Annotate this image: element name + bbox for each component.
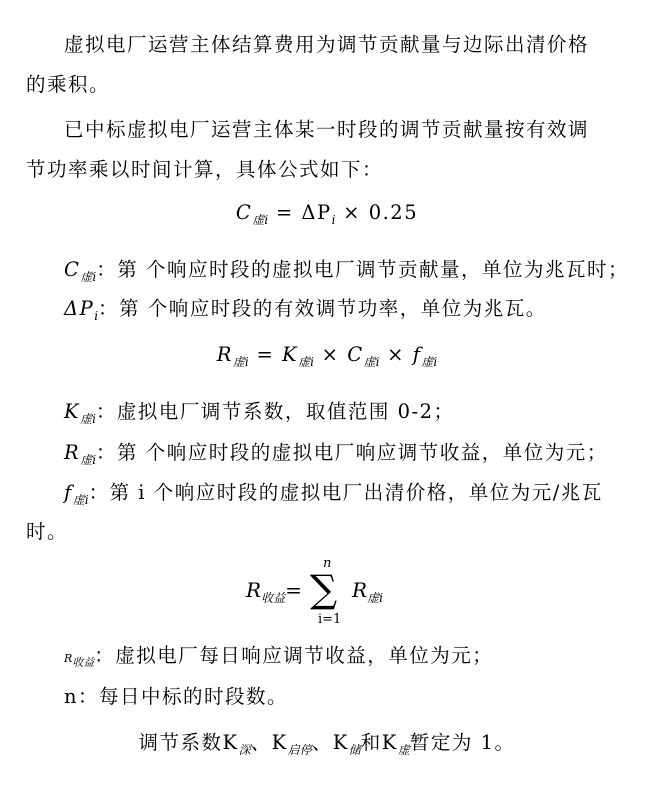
formula2-k: K (282, 343, 299, 366)
note-part-2: 、K (250, 731, 288, 754)
paragraph-1-line-2: 的乘积。 (26, 73, 111, 96)
formula2-times-2: × (379, 343, 413, 366)
formula2-f: f (412, 343, 422, 366)
note-sub-2: 启停 (287, 743, 312, 757)
note-part-1: 调节系数K (138, 731, 239, 754)
formula3-sigma: ∑ (310, 567, 338, 611)
def-dp-symbol-sub: i (94, 309, 99, 323)
formula3-lhs-group (246, 578, 302, 606)
formula2-c-sub: 虚i (363, 355, 380, 369)
note-sub-4: 虚 (397, 743, 410, 757)
formula1-rhs-sub: i (331, 213, 336, 227)
formula-revenue (0, 342, 654, 375)
paragraph-1-line-1: 虚拟电厂运营主体结算费用为调节贡献量与边际出清价格 (64, 33, 590, 56)
formula3-lhs: R (246, 578, 262, 602)
def-rsum-symbol-sub: 收益 (72, 656, 95, 669)
formula-total-revenue (0, 556, 654, 632)
note-sub-3: 储 (348, 743, 361, 757)
def-c-symbol-sub: 虚i (80, 270, 97, 284)
definition-k (64, 399, 628, 432)
def-rsum-symbol: R (64, 652, 73, 665)
def-dp-text: ：第 个响应时段的有效调节功率，单位为兆瓦。 (98, 297, 547, 320)
formula3-eq: = (285, 578, 302, 602)
formula3-lower-limit: i=1 (318, 612, 342, 627)
formula2-c: C (347, 343, 364, 366)
formula3-term-group (352, 578, 383, 606)
def-f-symbol-sub: 虚i (72, 493, 89, 507)
formula2-k-sub: 虚i (298, 355, 314, 369)
def-r-symbol-sub: 虚i (80, 453, 97, 467)
definition-n: n：每日中标的时段数。 (64, 685, 289, 708)
def-r-text: ：第 个响应时段的虚拟电厂响应调节收益，单位为元； (96, 441, 608, 464)
definition-r-total (64, 643, 628, 676)
definition-r (64, 440, 628, 473)
note-sub-1: 深 (238, 743, 251, 757)
definition-delta-p (64, 296, 628, 329)
formula3-term-sub: 虚i (367, 591, 383, 605)
formula2-f-sub: 虚i (421, 355, 438, 369)
coefficient-note (0, 730, 654, 763)
formula1-lhs: C (235, 201, 253, 224)
definition-f (64, 480, 628, 513)
def-c-symbol: C (64, 258, 81, 281)
def-c-text: ：第 个响应时段的虚拟电厂调节贡献量，单位为兆瓦时； (96, 258, 629, 281)
formula2-r: R (216, 343, 233, 366)
def-f-symbol: f (64, 481, 73, 504)
formula1-tail: × 0.25 (335, 201, 419, 224)
def-r-symbol: R (64, 441, 81, 464)
def-f-text: ：第 i 个响应时段的虚拟电厂出清价格，单位为元/兆瓦 (88, 481, 603, 504)
formula2-times-1: × (313, 343, 348, 366)
formula2-eq: = (248, 343, 283, 366)
note-part-4: 和K (360, 731, 398, 754)
def-k-symbol: K (64, 400, 81, 423)
paragraph-2-line-2: 节功率乘以时间计算，具体公式如下： (26, 158, 384, 181)
note-part-5: 暂定为 1。 (409, 731, 516, 754)
formula1-rhs: = ΔP (268, 201, 332, 224)
note-part-3: 、K (311, 731, 349, 754)
formula3-lhs-sub: 收益 (261, 591, 286, 605)
formula3-upper-limit: n (323, 556, 332, 571)
definition-f-continued: 时。 (26, 520, 69, 543)
formula3-term: R (352, 578, 368, 602)
formula1-lhs-sub: 虚i (252, 213, 269, 227)
definition-c (64, 257, 628, 290)
paragraph-2-line-1: 已中标虚拟电厂运营主体某一时段的调节贡献量按有效调 (64, 118, 590, 141)
def-dp-symbol: ΔP (64, 297, 95, 320)
def-k-text: ：虚拟电厂调节系数，取值范围 0-2； (95, 400, 455, 423)
def-k-symbol-sub: 虚i (80, 412, 96, 426)
formula2-r-sub: 虚i (232, 355, 249, 369)
def-rsum-text: ：虚拟电厂每日响应调节收益，单位为元； (94, 644, 494, 667)
formula-adjustment-contribution (0, 200, 654, 233)
